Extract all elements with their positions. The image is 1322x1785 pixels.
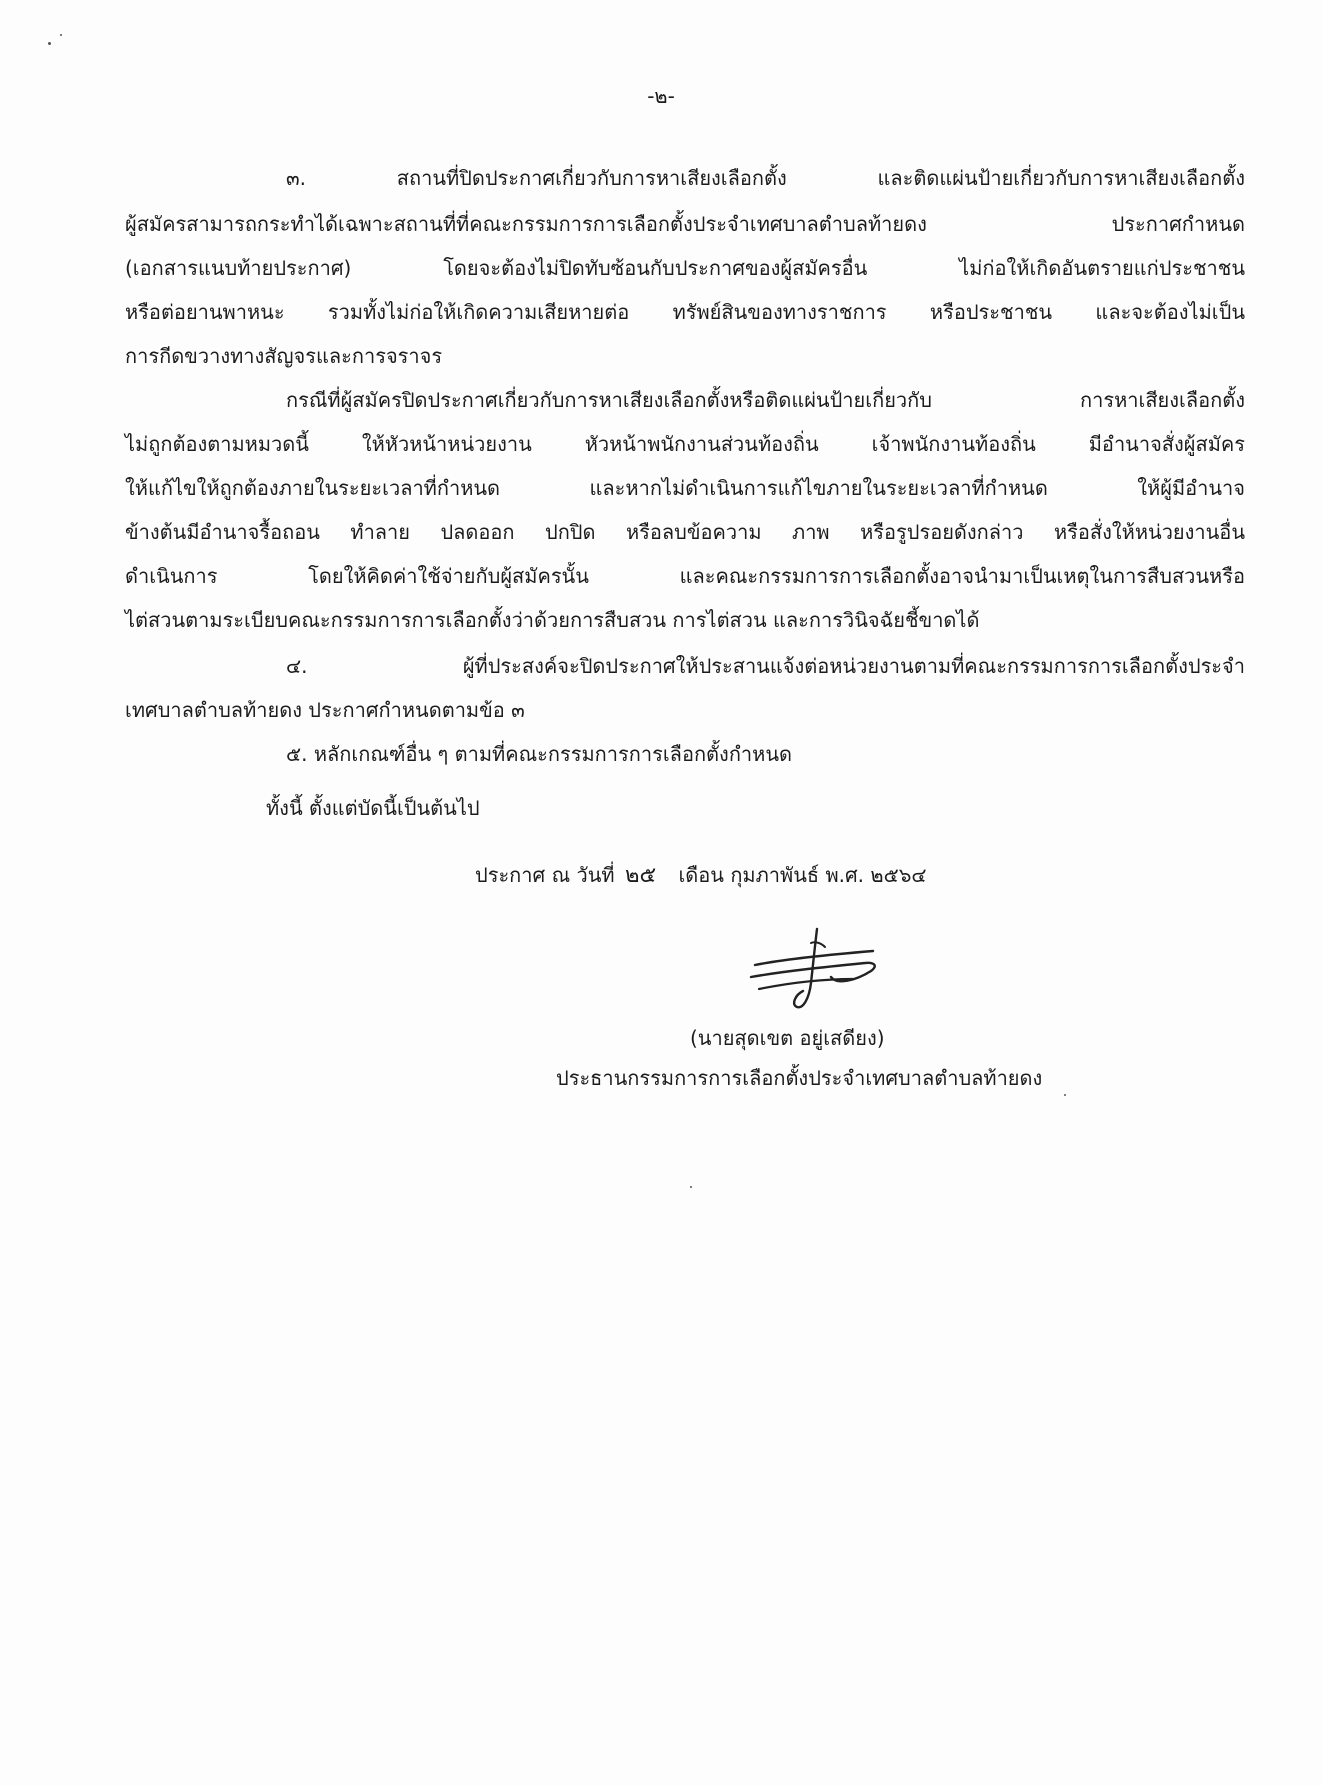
date-day: ๒๕ bbox=[624, 863, 657, 888]
paragraph-case-line-1: กรณีที่ผู้สมัครปิดประกาศเกี่ยวกับการหาเสียงเลือกตั้งหรือติดแผ่นป้ายเกี่ยวกับ การหาเสียงเลือกตั้ง bbox=[286, 388, 1245, 412]
signer-title: ประธานกรรมการการเลือกตั้งประจำเทศบาลตำบลท้ายดง bbox=[556, 1066, 1043, 1090]
paragraph-3-line-1: ๓. สถานที่ปิดประกาศเกี่ยวกับการหาเสียงเลือกตั้ง และติดแผ่นป้ายเกี่ยวกับการหาเสียงเลือกตั้ง bbox=[286, 166, 1245, 190]
scan-speck bbox=[48, 42, 51, 45]
paragraph-3-line-3: (เอกสารแนบท้ายประกาศ) โดยจะต้องไม่ปิดทับซ้อนกับประกาศของผู้สมัครอื่น ไม่ก่อให้เกิดอันตรายแก่ประชาชน bbox=[125, 256, 1245, 280]
date-prefix: ประกาศ ณ วันที่ bbox=[475, 863, 615, 887]
paragraph-case-line-5: ดำเนินการ โดยให้คิดค่าใช้จ่ายกับผู้สมัครนั้น และคณะกรรมการการเลือกตั้งอาจนำมาเป็นเหตุในการสืบสวนหรือ bbox=[125, 564, 1245, 588]
date-suffix: เดือน กุมภาพันธ์ พ.ศ. ๒๕๖๔ bbox=[678, 863, 927, 887]
effective-statement: ทั้งนี้ ตั้งแต่บัดนี้เป็นต้นไป bbox=[266, 796, 480, 820]
handwritten-signature bbox=[745, 925, 885, 1015]
scan-speck bbox=[60, 34, 62, 36]
paragraph-3-line-2: ผู้สมัครสามารถกระทำได้เฉพาะสถานที่ที่คณะกรรมการการเลือกตั้งประจำเทศบาลตำบลท้ายดง ประกาศกำหนด bbox=[125, 212, 1245, 236]
paragraph-case-line-4: ข้างต้นมีอำนาจรื้อถอน ทำลาย ปลดออก ปกปิด หรือลบข้อความ ภาพ หรือรูปรอยดังกล่าว หรือสั่งให้หน่วยงานอื่น bbox=[125, 520, 1245, 544]
paragraph-3-line-4: หรือต่อยานพาหนะ รวมทั้งไม่ก่อให้เกิดความเสียหายต่อ ทรัพย์สินของทางราชการ หรือประชาชน และจะต้องไม่เป็น bbox=[125, 300, 1245, 324]
paragraph-case-line-2: ไม่ถูกต้องตามหมวดนี้ ให้หัวหน้าหน่วยงาน หัวหน้าพนักงานส่วนท้องถิ่น เจ้าพนักงานท้องถิ่น มีอำนาจสั่งผู้สมัคร bbox=[125, 432, 1245, 456]
paragraph-4-line-2: เทศบาลตำบลท้ายดง ประกาศกำหนดตามข้อ ๓ bbox=[125, 698, 525, 722]
paragraph-5: ๕. หลักเกณฑ์อื่น ๆ ตามที่คณะกรรมการการเลือกตั้งกำหนด bbox=[286, 742, 792, 766]
paragraph-case-line-6: ไต่สวนตามระเบียบคณะกรรมการการเลือกตั้งว่าด้วยการสืบสวน การไต่สวน และการวินิจฉัยชี้ขาดได้ bbox=[125, 608, 980, 632]
announcement-date bbox=[475, 857, 927, 892]
paragraph-case-line-3: ให้แก้ไขให้ถูกต้องภายในระยะเวลาที่กำหนด และหากไม่ดำเนินการแก้ไขภายในระยะเวลาที่กำหนด ให้ผู้มีอำนาจ bbox=[125, 476, 1245, 500]
paragraph-3-line-5: การกีดขวางทางสัญจรและการจราจร bbox=[125, 344, 443, 368]
scan-speck bbox=[690, 1186, 692, 1188]
signer-name: (นายสุดเขต อยู่เสดียง) bbox=[690, 1026, 885, 1050]
scan-speck bbox=[1064, 1094, 1066, 1096]
paragraph-4-line-1: ๔. ผู้ที่ประสงค์จะปิดประกาศให้ประสานแจ้งต่อหน่วยงานตามที่คณะกรรมการการเลือกตั้งประจำ bbox=[286, 654, 1245, 678]
page-number: -๒- bbox=[647, 84, 675, 108]
